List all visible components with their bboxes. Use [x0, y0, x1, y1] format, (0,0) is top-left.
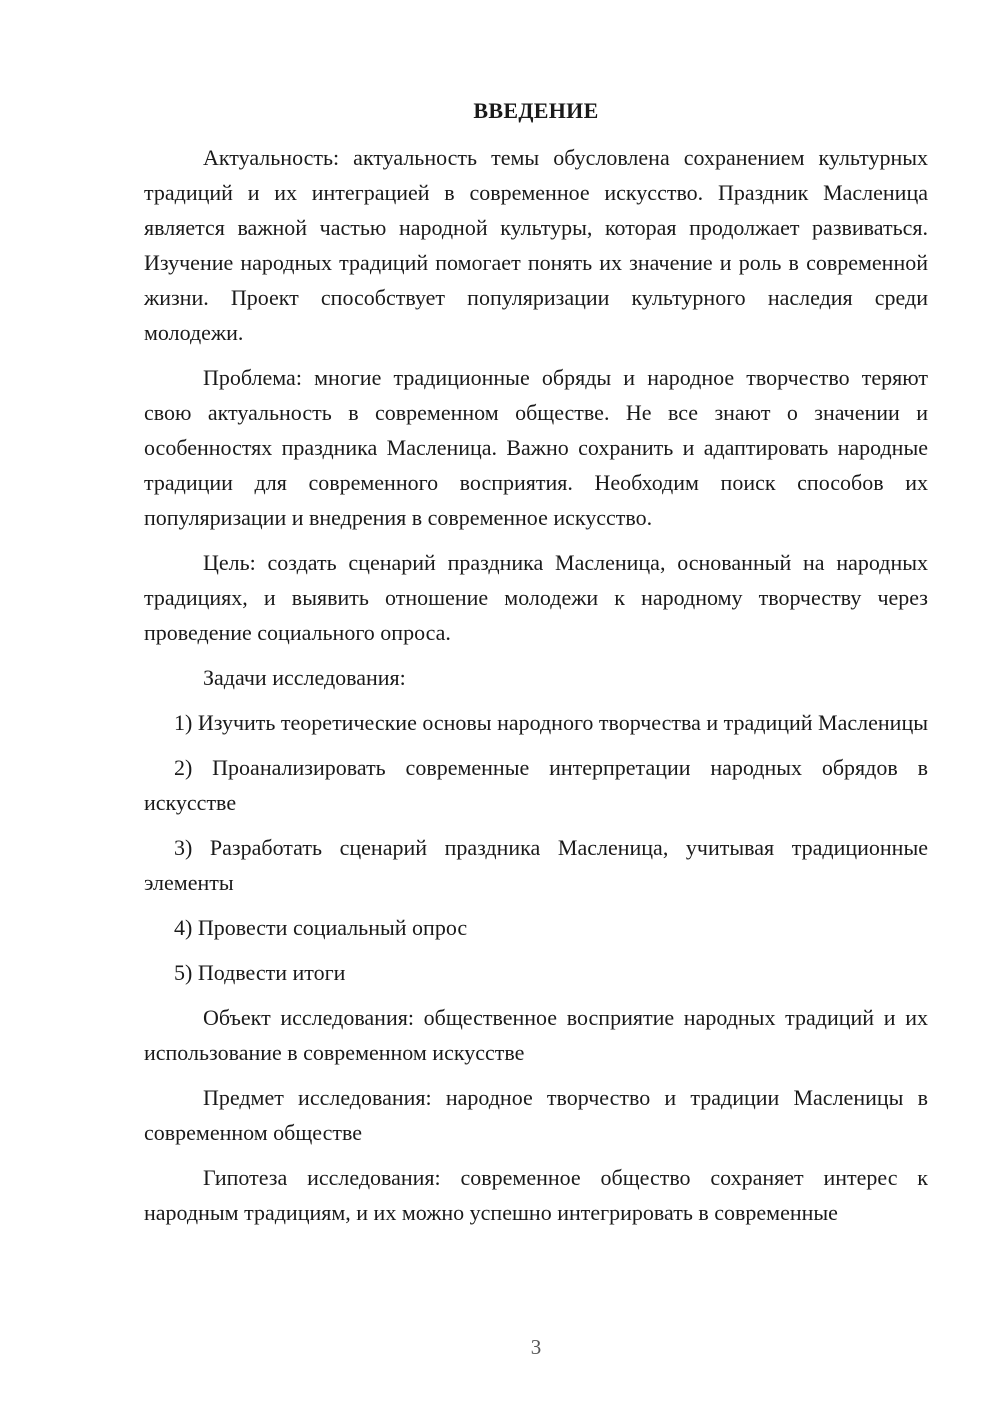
- subject-paragraph: Предмет исследования: народное творчество и традиции Масленицы в современном обществе: [144, 1085, 928, 1145]
- section-heading: ВВЕДЕНИЕ: [473, 98, 599, 123]
- task-item: 3) Разработать сценарий праздника Масленица, учитывая традиционные элементы: [144, 835, 928, 895]
- relevance-paragraph: Актуальность: актуальность темы обусловлена сохранением культурных традиций и их интеграцией в современное искусство. Праздник Масленица является важной частью народной культуры, которая продолжает развиваться. Изучение народных традиций помогает понять их значение и роль в современной жизни. Проект способствует популяризации культурного наследия среди молодежи.: [144, 145, 928, 345]
- task-item: 4) Провести социальный опрос: [174, 915, 468, 940]
- goal-paragraph: Цель: создать сценарий праздника Масленица, основанный на народных традициях, и выявить отношение молодежи к народному творчеству через проведение социального опроса.: [144, 550, 928, 645]
- task-item: 1) Изучить теоретические основы народного творчества и традиций Масленицы: [174, 710, 928, 735]
- object-paragraph: Объект исследования: общественное восприятие народных традиций и их использование в современном искусстве: [144, 1005, 928, 1065]
- tasks-title: Задачи исследования:: [203, 665, 406, 690]
- problem-paragraph: Проблема: многие традиционные обряды и народное творчество теряют свою актуальность в современном обществе. Не все знают о значении и особенностях праздника Масленица. Важно сохранить и адаптировать народные традиции для современного восприятия. Необходим поиск способов их популяризации и внедрения в современное искусство.: [144, 365, 928, 530]
- page-number: 3: [530, 1335, 542, 1359]
- task-item: 2) Проанализировать современные интерпретации народных обрядов в искусстве: [144, 755, 928, 815]
- page-content: [144, 95, 928, 1240]
- task-item: 5) Подвести итоги: [174, 960, 346, 985]
- hypothesis-paragraph: Гипотеза исследования: современное общество сохраняет интерес к народным традициям, и их можно успешно интегрировать в современные: [144, 1165, 928, 1225]
